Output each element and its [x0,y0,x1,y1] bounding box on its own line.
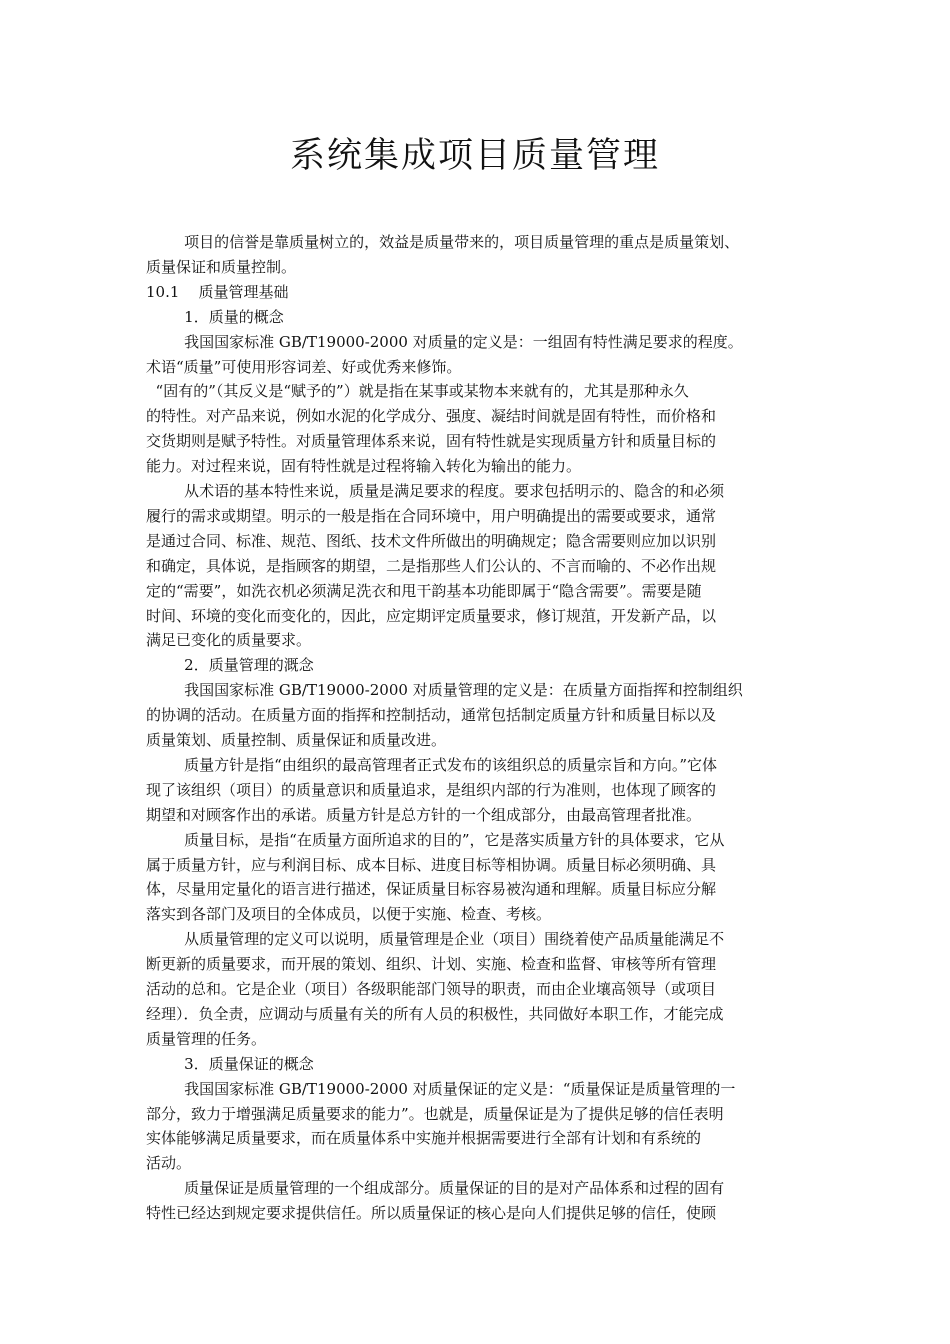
text-line: 特性已经达到规定要求提供信任。所以质量保证的核心是向人们提供足够的信任，使顾 [146,1204,717,1223]
text-line: 质量管理的任务。 [146,1029,267,1048]
text-line: 经理）．负全责，应调动与质量有关的所有人员的积极性，共同做好本职工作，才能完成 [146,1004,724,1023]
text-line: 期望和对顾客作出的承诺。质量方针是总方针的一个组成部分，由最高管理者批准。 [146,805,702,824]
text-line: 能力。对过程来说，固有特性就是过程将输入转化为输出的能力。 [146,457,582,476]
text-line: 10.1 质量管理基础 [146,282,289,301]
document-title: 系统集成项目质量管理 [289,136,660,176]
text-line: “固有的”（其反义是“赋予的”）就是指在某事或某物本来就有的，尤其是那种永久 [146,382,689,401]
text-line: 部分，致力于增强满足质量要求的能力”。也就是，质量保证是为了提供足够的信任表明 [146,1104,724,1123]
text-line: 质量保证是质量管理的一个组成部分。质量保证的目的是对产品体系和过程的固有 [146,1179,725,1198]
text-line: 1．质量的概念 [146,307,284,326]
text-line: 我国国家标准 GB/T19000-2000 对质量保证的定义是：“质量保证是质量管理的一 [146,1079,736,1098]
text-line: 实体能够满足质量要求，而在质量体系中实施并根据需要进行全部有计划和有系统的 [146,1129,702,1148]
text-line: 定的“需要”，如洗衣机必须满足洗衣和甩干韵基本功能即属于“隐含需要”。需要是随 [146,581,702,600]
text-line: 落实到各部门及项目的全体成员，以便于实施、检查、考核。 [146,905,552,924]
text-line: 的协调的活动。在质量方面的指挥和控制括动，通常包括制定质量方针和质量目标以及 [146,706,717,725]
text-line: 断更新的质量要求，而开展的策划、组织、计划、实施、检查和监督、审核等所有管理 [146,955,717,974]
text-line: 现了该组织（项目）的质量意识和质量追求，是组织内部的行为准则，也体现了顾客的 [146,780,717,799]
text-line: 项目的信誉是靠质量树立的，效益是质量带来的，项目质量管理的重点是质量策划、 [146,233,740,251]
text-line: 3．质量保证的概念 [146,1054,314,1073]
text-line: 活动。 [146,1154,192,1173]
text-line: 和确定，具体说，是指顾客的期望，二是指那些人们公认的、不言而喻的、不必作出规 [146,556,717,575]
text-line: 是通过合同、标准、规范、图纸、技术文件所做出的明确规定；隐含需要则应加以识别 [146,531,717,550]
text-line: 质量保证和质量控制。 [146,257,297,276]
text-line: 活动的总和。它是企业（项目）各级职能部门领导的职责，而由企业壤高领导（或项目 [146,980,717,998]
text-line: 2．质量管理的溉念 [146,656,314,675]
text-line: 满足已变化的质量要求。 [146,631,312,650]
text-line: 从术语的基本特性来说，质量是满足要求的程度。要求包括明示的、隐含的和必须 [146,482,725,500]
text-line: 质量目标，是指“在质量方面所追求的目的”，它是落实质量方针的具体要求，它从 [146,830,725,849]
text-line: 我国国家标准 GB/T19000-2000 对质量的定义是：一组固有特性满足要求的程度。 [146,332,743,351]
text-line: 属于质量方针，应与利润目标、成本目标、进度目标等相协调。质量目标必须明确、具 [146,855,717,874]
text-line: 我国国家标准 GB/T19000-2000 对质量管理的定义是：在质量方面指挥和控制组织 [146,681,743,700]
text-line: 体，尽量用定量化的语言进行描述，保证质量目标容易被沟通和理解。质量目标应分解 [146,880,717,899]
text-line: 术语“质量”可使用形容词差、好或优秀来修饰。 [146,357,462,376]
text-line: 交货期则是赋予特性。对质量管理体系来说，固有特性就是实现质量方针和质量目标的 [146,432,717,451]
text-line: 从质量管理的定义可以说明，质量管理是企业（项目）围绕着使产品质量能满足不 [146,930,725,949]
text-line: 质量方针是指“由组织的最高管理者正式发布的该组织总的质量宗旨和方向。”它体 [146,755,717,774]
text-line: 的特性。对产品来说，例如水泥的化学成分、强度、凝结时间就是固有特性，而价格和 [146,407,717,426]
text-line: 履行的需求或期望。明示的一般是指在合同环境中，用户明确提出的需要或要求，通常 [146,506,717,525]
text-line: 质量策划、质量控制、质量保证和质量改进。 [146,731,447,749]
text-line: 时间、环境的变化而变化的，因此，应定期评定质量要求，修订规菹，开发新产品，以 [146,606,717,625]
